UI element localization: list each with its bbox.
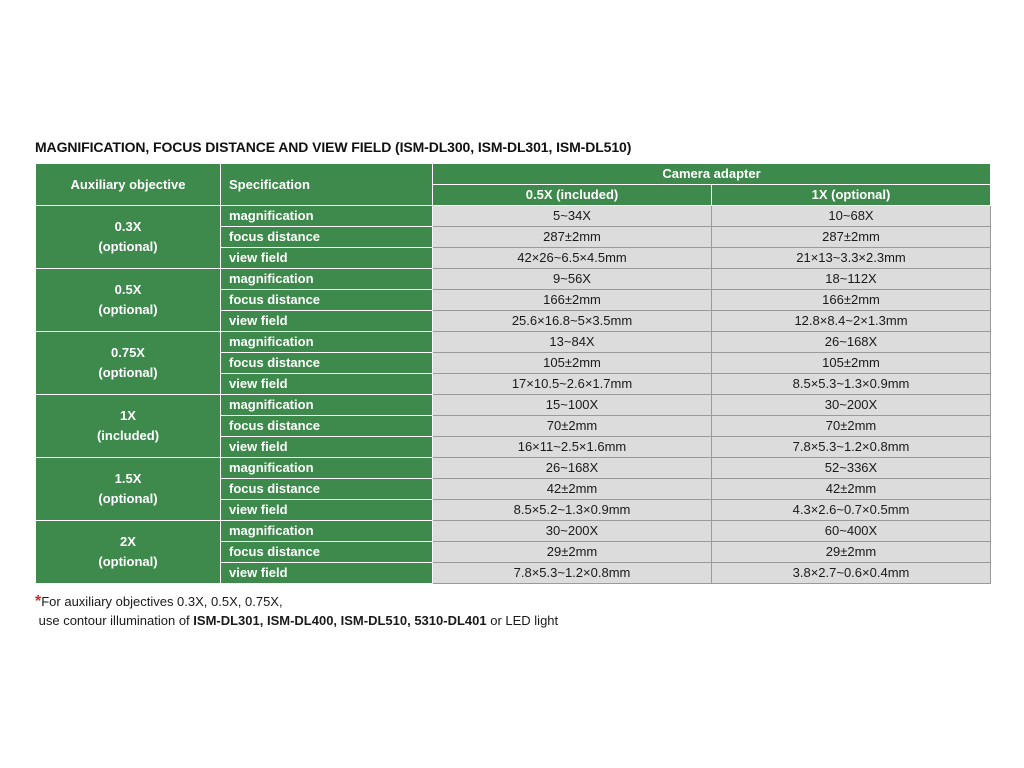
objective-cell xyxy=(36,269,221,332)
value-1x-cell: 10~68X xyxy=(712,206,991,227)
footnote-text-2-suffix: or LED light xyxy=(486,613,559,628)
value-05x-cell: 13~84X xyxy=(433,332,712,353)
value-05x-cell: 70±2mm xyxy=(433,416,712,437)
footnote-line-2 xyxy=(35,611,558,630)
footnote-models: ISM-DL301, ISM-DL400, ISM-DL510, 5310-DL401 xyxy=(193,613,487,628)
objective-value: 0.5X xyxy=(114,282,142,297)
objective-value: 2X xyxy=(120,534,136,549)
spec-name-cell: magnification xyxy=(221,521,433,542)
value-1x-cell: 18~112X xyxy=(712,269,991,290)
value-1x-cell: 21×13~3.3×2.3mm xyxy=(712,248,991,269)
spec-name-cell: view field xyxy=(221,311,433,332)
spec-name-cell: magnification xyxy=(221,458,433,479)
value-05x-cell: 7.8×5.3~1.2×0.8mm xyxy=(433,563,712,584)
objective-cell xyxy=(36,206,221,269)
spec-name-cell: view field xyxy=(221,374,433,395)
header-auxiliary-objective: Auxiliary objective xyxy=(36,164,221,206)
value-1x-cell: 52~336X xyxy=(712,458,991,479)
table-row xyxy=(36,269,991,290)
spec-name-cell: magnification xyxy=(221,332,433,353)
spec-name-cell: focus distance xyxy=(221,227,433,248)
value-05x-cell: 42±2mm xyxy=(433,479,712,500)
value-05x-cell: 30~200X xyxy=(433,521,712,542)
value-05x-cell: 287±2mm xyxy=(433,227,712,248)
spec-name-cell: view field xyxy=(221,248,433,269)
spec-name-cell: view field xyxy=(221,563,433,584)
spec-name-cell: focus distance xyxy=(221,353,433,374)
table-row xyxy=(36,521,991,542)
spec-name-cell: magnification xyxy=(221,269,433,290)
objective-cell xyxy=(36,458,221,521)
value-05x-cell: 42×26~6.5×4.5mm xyxy=(433,248,712,269)
spec-name-cell: focus distance xyxy=(221,479,433,500)
table-row xyxy=(36,395,991,416)
objective-note: (optional) xyxy=(98,554,158,569)
spec-table xyxy=(35,163,991,584)
header-camera-adapter: Camera adapter xyxy=(433,164,991,185)
value-1x-cell: 105±2mm xyxy=(712,353,991,374)
header-specification: Specification xyxy=(221,164,433,206)
value-1x-cell: 4.3×2.6~0.7×0.5mm xyxy=(712,500,991,521)
spec-name-cell: focus distance xyxy=(221,542,433,563)
spec-name-cell: magnification xyxy=(221,206,433,227)
objective-note: (optional) xyxy=(98,239,158,254)
value-1x-cell: 7.8×5.3~1.2×0.8mm xyxy=(712,437,991,458)
spec-name-cell: focus distance xyxy=(221,290,433,311)
value-1x-cell: 42±2mm xyxy=(712,479,991,500)
value-1x-cell: 12.8×8.4~2×1.3mm xyxy=(712,311,991,332)
footnote-text-2-prefix: use contour illumination of xyxy=(38,613,194,628)
value-1x-cell: 8.5×5.3~1.3×0.9mm xyxy=(712,374,991,395)
value-05x-cell: 5~34X xyxy=(433,206,712,227)
objective-cell xyxy=(36,521,221,584)
objective-note: (optional) xyxy=(98,302,158,317)
table-row xyxy=(36,332,991,353)
value-05x-cell: 29±2mm xyxy=(433,542,712,563)
table-row xyxy=(36,458,991,479)
header-col-05x: 0.5X (included) xyxy=(433,185,712,206)
value-1x-cell: 166±2mm xyxy=(712,290,991,311)
value-1x-cell: 26~168X xyxy=(712,332,991,353)
objective-note: (optional) xyxy=(98,491,158,506)
value-1x-cell: 30~200X xyxy=(712,395,991,416)
value-05x-cell: 8.5×5.2~1.3×0.9mm xyxy=(433,500,712,521)
objective-value: 0.3X xyxy=(114,219,142,234)
value-05x-cell: 105±2mm xyxy=(433,353,712,374)
footnote xyxy=(35,592,558,630)
objective-cell xyxy=(36,395,221,458)
value-05x-cell: 166±2mm xyxy=(433,290,712,311)
objective-note: (included) xyxy=(96,428,160,443)
spec-name-cell: magnification xyxy=(221,395,433,416)
objective-value: 0.75X xyxy=(111,345,145,360)
header-col-1x: 1X (optional) xyxy=(712,185,991,206)
objective-value: 1X xyxy=(120,408,136,423)
table-body xyxy=(36,206,991,584)
objective-note: (optional) xyxy=(98,365,158,380)
value-05x-cell: 25.6×16.8~5×3.5mm xyxy=(433,311,712,332)
spec-name-cell: focus distance xyxy=(221,416,433,437)
value-05x-cell: 9~56X xyxy=(433,269,712,290)
value-05x-cell: 17×10.5~2.6×1.7mm xyxy=(433,374,712,395)
table-row xyxy=(36,206,991,227)
footnote-line-1 xyxy=(35,592,558,611)
value-05x-cell: 15~100X xyxy=(433,395,712,416)
page-title: MAGNIFICATION, FOCUS DISTANCE AND VIEW FIELD (ISM-DL300, ISM-DL301, ISM-DL510) xyxy=(35,139,632,155)
value-1x-cell: 29±2mm xyxy=(712,542,991,563)
spec-name-cell: view field xyxy=(221,437,433,458)
value-1x-cell: 287±2mm xyxy=(712,227,991,248)
value-05x-cell: 16×11~2.5×1.6mm xyxy=(433,437,712,458)
value-1x-cell: 70±2mm xyxy=(712,416,991,437)
value-1x-cell: 60~400X xyxy=(712,521,991,542)
value-05x-cell: 26~168X xyxy=(433,458,712,479)
objective-cell xyxy=(36,332,221,395)
value-1x-cell: 3.8×2.7~0.6×0.4mm xyxy=(712,563,991,584)
spec-name-cell: view field xyxy=(221,500,433,521)
footnote-text-1: For auxiliary objectives 0.3X, 0.5X, 0.75X, xyxy=(41,594,283,609)
asterisk-icon: * xyxy=(35,593,42,610)
objective-value: 1.5X xyxy=(114,471,142,486)
